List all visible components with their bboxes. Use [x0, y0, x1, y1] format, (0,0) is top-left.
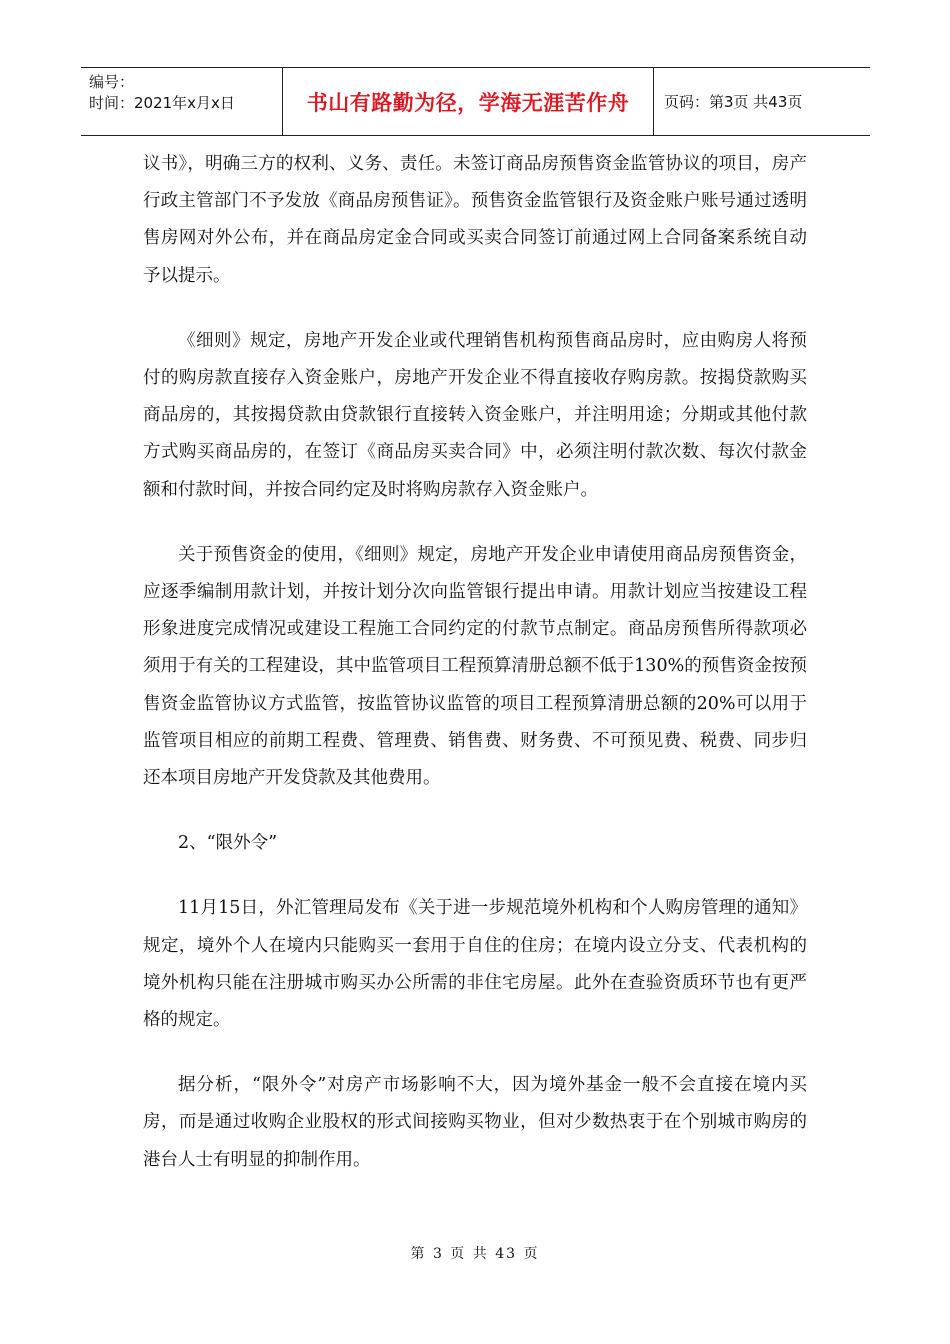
section-heading-restriction: 2、“限外令”	[178, 833, 278, 854]
header-time-label: 时间：2021年x月x日	[89, 94, 235, 112]
paragraph-1: 议书》，明确三方的权利、义务、责任。未签订商品房预售资金监管协议的项目，房产行政主管部门不予发放《商品房预售证》。预售资金监管银行及资金账户账号通过透明售房网对外公布，并在商品房定金合同或买卖合同签订前通过网上合同备案系统自动予以提示。	[143, 154, 807, 286]
header-page-info: 页码：第3页 共43页	[664, 93, 803, 111]
document-body	[143, 146, 807, 1207]
paragraph-5: 据分析，“限外令”对房产市场影响不大，因为境外基金一般不会直接在境内买房，而是通过收购企业股权的形式间接购买物业，但对少数热衷于在个别城市购房的港台人士有明显的抑制作用。	[143, 1075, 807, 1170]
paragraph-4: 11月15日，外汇管理局发布《关于进一步规范境外机构和个人购房管理的通知》规定，境外个人在境内只能购买一套用于自住的住房；在境内设立分支、代表机构的境外机构只能在注册城市购买办公所需的非住宅房屋。此外在查验资质环节也有更严格的规定。	[143, 898, 807, 1031]
header-motto: 书山有路勤为径，学海无涯苦作舟	[283, 68, 654, 135]
header-number-label: 编号：	[89, 73, 135, 91]
document-header	[81, 67, 870, 136]
page-footer: 第 3 页 共 43 页	[410, 1246, 540, 1262]
paragraph-2: 《细则》规定，房地产开发企业或代理销售机构预售商品房时，应由购房人将预付的购房款直接存入资金账户，房地产开发企业不得直接收存购房款。按揭贷款购买商品房的，其按揭贷款由贷款银行直接转入资金账户，并注明用途；分期或其他付款方式购买商品房的，在签订《商品房买卖合同》中，必须注明付款次数、每次付款金额和付款时间，并按合同约定及时将购房款存入资金账户。	[143, 330, 807, 500]
header-meta-cell	[81, 68, 283, 135]
paragraph-3: 关于预售资金的使用，《细则》规定，房地产开发企业申请使用商品房预售资金，应逐季编制用款计划，并按计划分次向监管银行提出申请。用款计划应当按建设工程形象进度完成情况或建设工程施工合同约定的付款节点制定。商品房预售所得款项必须用于有关的工程建设，其中监管项目工程预算清册总额不低于130%的预售资金按预售资金监管协议方式监管，按监管协议监管的项目工程预算清册总额的20%可以用于监管项目相应的前期工程费、管理费、销售费、财务费、不可预见费、税费、同步归还本项目房地产开发贷款及其他费用。	[143, 544, 807, 789]
